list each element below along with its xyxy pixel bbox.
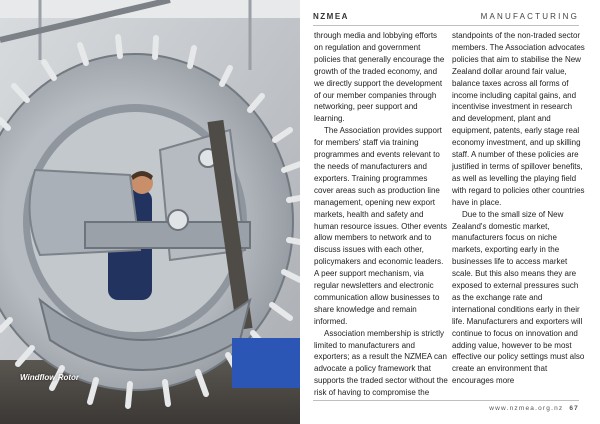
text-column-right — [452, 30, 586, 387]
footer — [489, 405, 579, 412]
paragraph: The Association provides support for members' staff via training programmes and events relevant to the needs of manufacturers and exporters. Training programmes cover areas such as production line management, opening new export markets, health and safety and human resource issues. Other events allow members to network and to discuss issues with each other, policymakers and economic leaders. A peer support mechanism, via regular newsletters and electronic communication allow businesses to share knowledge and remain informed. — [314, 126, 447, 326]
paragraph: Association membership is strictly limited to manufacturers and exporters; as a result the NZMEA can advocate a policy framework that supports the traded sector without the risk of having to compromise the — [314, 328, 448, 398]
header-divider — [313, 25, 579, 26]
footer-divider — [313, 400, 579, 401]
header-brand: NZMEA — [313, 12, 349, 21]
paragraph: standpoints of the non-traded sector members. The Association advocates policies that aim to stabilise the New Zealand dollar around fair value, balance taxes across all forms of income including capital gains, and incentivise investment in research and development, plant and equipment, patents, early stage real economy investment, and up skilling staff. A number of these policies are justified in terms of spillover benefits, as well as levelling the playing field with regard to policies other countries have in place. — [452, 31, 585, 207]
paragraph: through media and lobbying efforts on regulation and government policies that generally encourage the growth of the traded economy, and we directly support the development of our member companies through networking, peer support and learning. — [314, 31, 445, 124]
paragraph: Due to the small size of New Zealand's domestic market, manufacturers focus on niche markets, exporting early in the businesses life to access market scale. But this also means they are exposed to external pressures such as the exchange rate and international conditions early in their life. Manufacturers and exporters will continue to focus on innovation and adding value, however to be most effective our policy settings must also create an environment that encourages more — [452, 209, 585, 386]
photo-caption: Windflow Rotor — [20, 373, 80, 382]
text-page — [300, 0, 600, 424]
page-number: 67 — [569, 405, 579, 412]
header-section: MANUFACTURING — [480, 12, 579, 21]
text-column-left — [314, 30, 448, 399]
footer-url[interactable]: www.nzmea.org.nz — [489, 405, 564, 412]
